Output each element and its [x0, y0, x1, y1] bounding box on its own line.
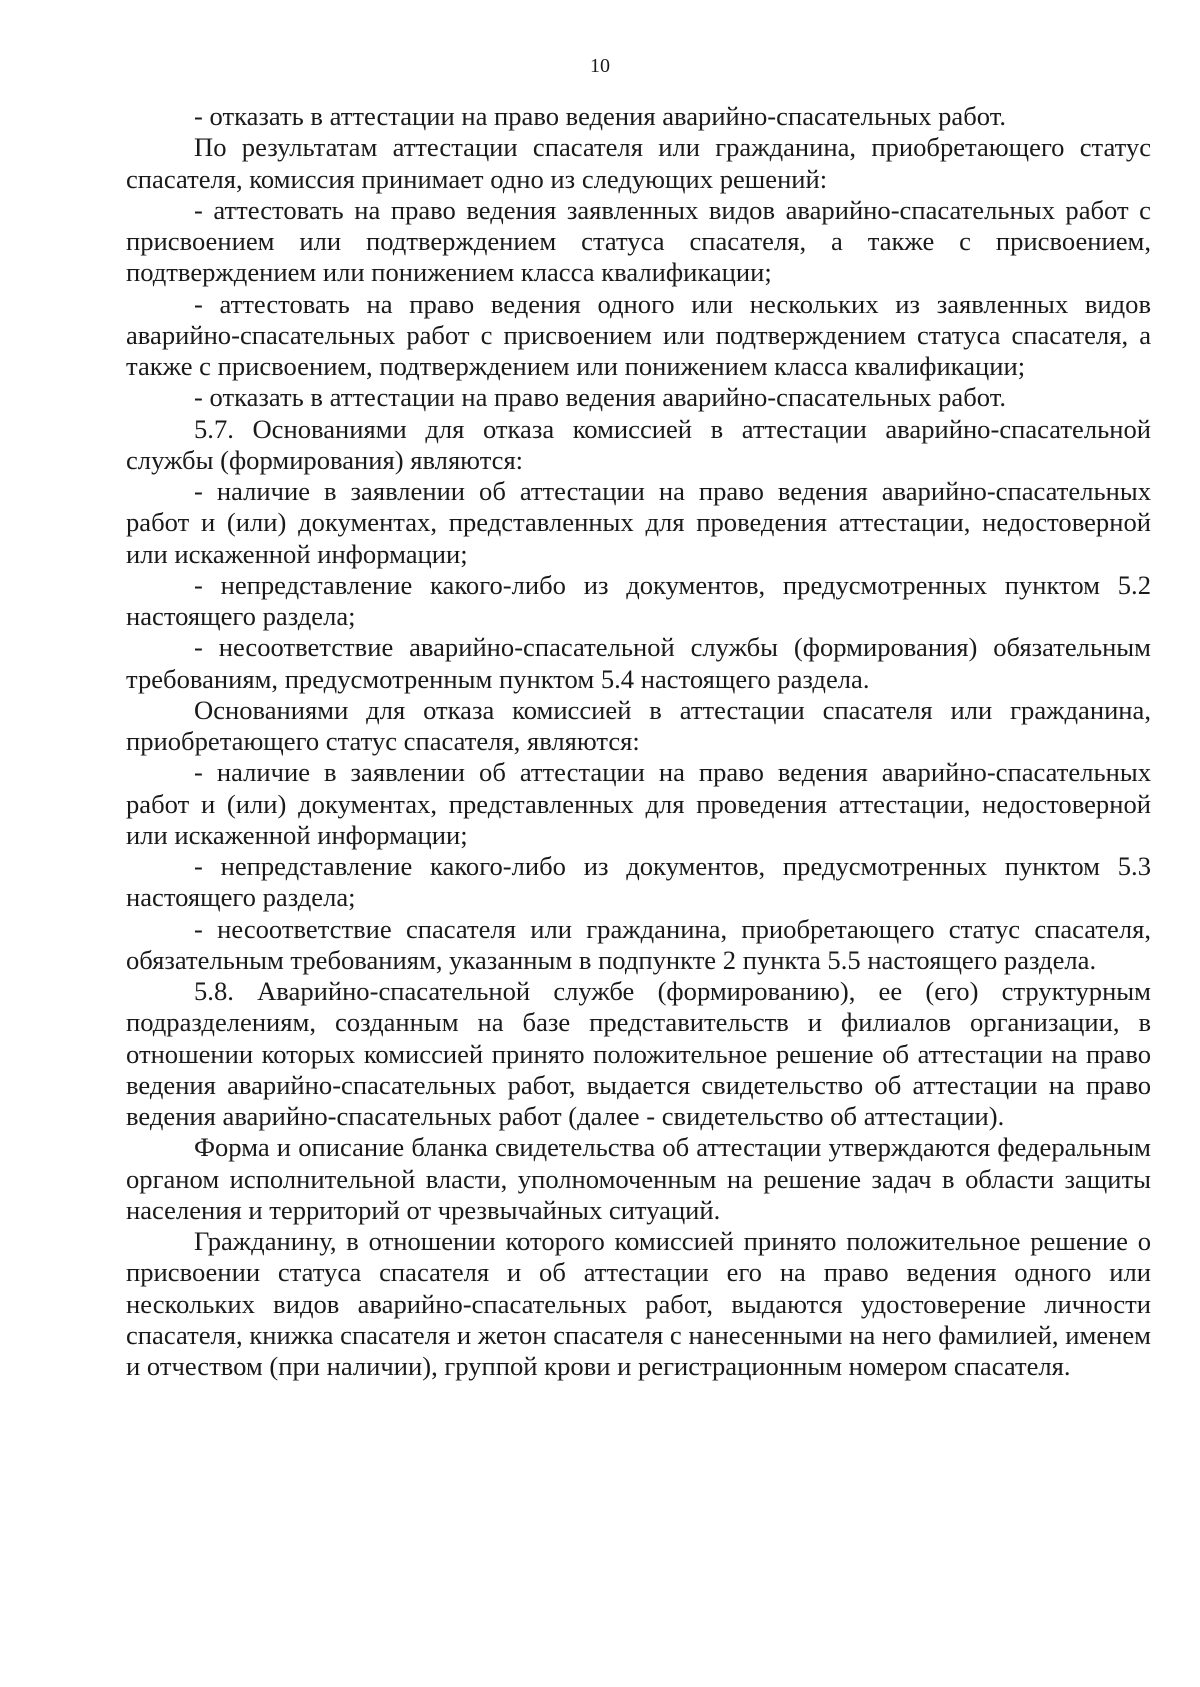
paragraph: - отказать в аттестации на право ведения аварийно-спасательных работ.	[194, 101, 1006, 131]
paragraph: 5.7. Основаниями для отказа комиссией в аттестации аварийно-спасательной службы (формирования) являются:	[126, 413, 1151, 475]
paragraph: Гражданину, в отношении которого комиссией принято положительное решение о присвоении статуса спасателя и об аттестации его на право ведения одного или нескольких видов аварийно-спасательных работ, выдаются удостоверение личности спасателя, книжка спасателя и жетон спасателя с нанесенными на него фамилией, именем и отчеством (при наличии), группой крови и регистрационным номером спасателя.	[126, 1226, 1151, 1381]
document-body	[126, 101, 1151, 1382]
paragraph: - аттестовать на право ведения заявленных видов аварийно-спасательных работ с присвоением или подтверждением статуса спасателя, а также с присвоением, подтверждением или понижением класса квалификации;	[126, 194, 1151, 288]
paragraph: По результатам аттестации спасателя или гражданина, приобретающего статус спасателя, комиссия принимает одно из следующих решений:	[126, 132, 1151, 194]
paragraph: - аттестовать на право ведения одного или нескольких из заявленных видов аварийно-спасательных работ с присвоением или подтверждением статуса спасателя, а также с присвоением, подтверждением или понижением класса квалификации;	[126, 288, 1151, 381]
paragraph: - наличие в заявлении об аттестации на право ведения аварийно-спасательных работ и (или) документах, представленных для проведения аттестации, недостоверной или искаженной информации;	[126, 757, 1151, 850]
paragraph: - несоответствие аварийно-спасательной службы (формирования) обязательным требованиям, предусмотренным пунктом 5.4 настоящего раздела.	[126, 632, 1151, 694]
paragraph: Основаниями для отказа комиссией в аттестации спасателя или гражданина, приобретающего статус спасателя, являются:	[126, 694, 1151, 756]
paragraph: Форма и описание бланка свидетельства об аттестации утверждаются федеральным органом исполнительной власти, уполномоченным на решение задач в области защиты населения и территорий от чрезвычайных ситуаций.	[126, 1132, 1151, 1225]
paragraph: - несоответствие спасателя или гражданина, приобретающего статус спасателя, обязательным требованиям, указанным в подпункте 2 пункта 5.5 настоящего раздела.	[126, 913, 1151, 975]
page-number: 10	[590, 55, 610, 77]
paragraph: 5.8. Аварийно-спасательной службе (формированию), ее (его) структурным подразделениям, созданным на базе представительств и филиалов организации, в отношении которых комиссией принято положительное решение об аттестации на право ведения аварийно-спасательных работ, выдается свидетельство об аттестации на право ведения аварийно-спасательных работ (далее - свидетельство об аттестации).	[126, 976, 1151, 1131]
paragraph: - непредставление какого-либо из документов, предусмотренных пунктом 5.3 настоящего раздела;	[126, 851, 1151, 913]
paragraph: - отказать в аттестации на право ведения аварийно-спасательных работ.	[194, 382, 1006, 413]
paragraph: - непредставление какого-либо из документов, предусмотренных пунктом 5.2 настоящего раздела;	[126, 569, 1151, 631]
paragraph: - наличие в заявлении об аттестации на право ведения аварийно-спасательных работ и (или) документах, представленных для проведения аттестации, недостоверной или искаженной информации;	[126, 476, 1151, 569]
